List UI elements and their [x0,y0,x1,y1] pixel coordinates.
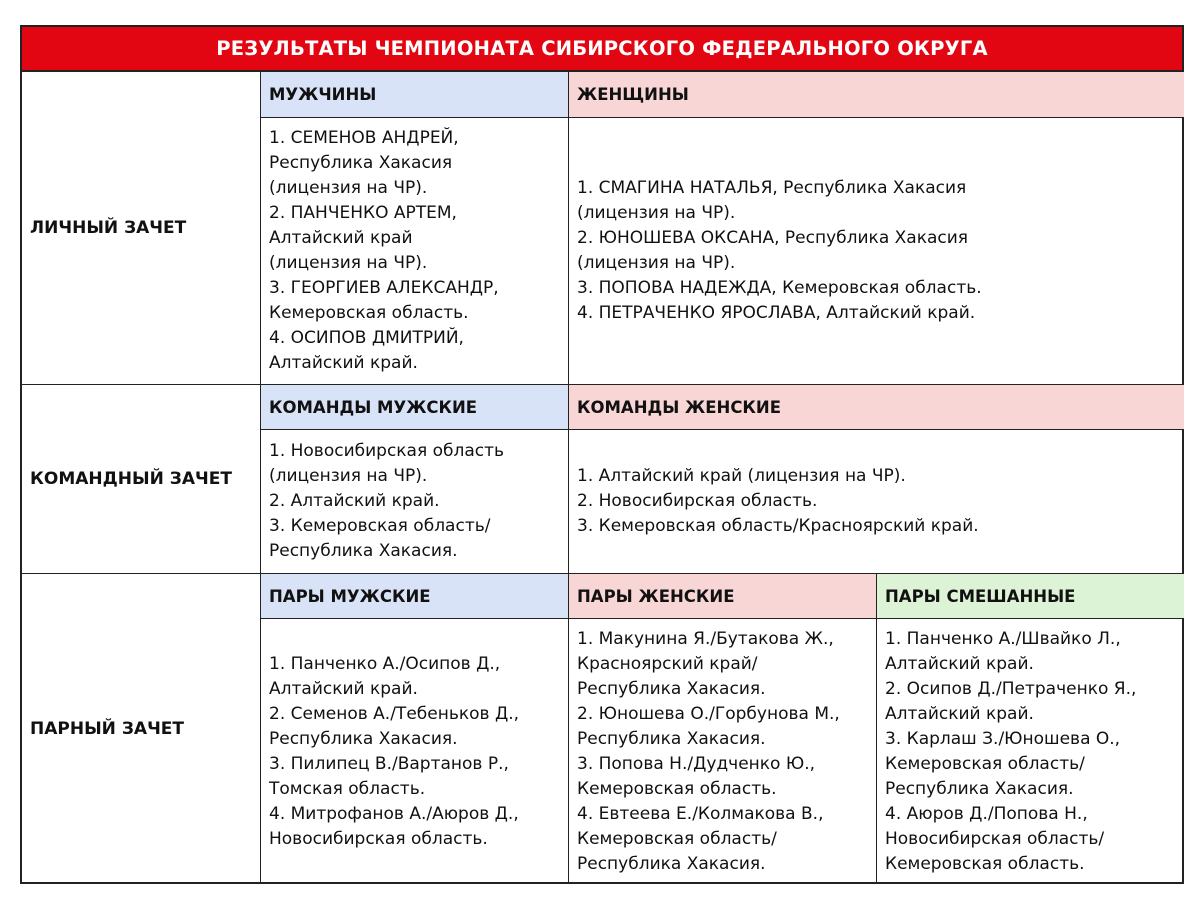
list-item: Кемеровская область/ [885,753,1085,774]
results-table [20,25,1184,884]
header-pairs-women: ПАРЫ ЖЕНСКИЕ [568,573,876,618]
list-item: 1. СМАГИНА НАТАЛЬЯ, Республика Хакасия [577,178,967,198]
list-item: 2. ЮНОШЕВА ОКСАНА, Республика Хакасия [577,228,969,248]
list-item: Новосибирская область/ [885,828,1105,849]
list-item: 2. Семенов А./Тебеньков Д., [269,703,520,724]
row-label-pairs: ПАРНЫЙ ЗАЧЕТ [22,573,260,884]
list-item: 4. Аюров Д./Попова Н., [885,803,1088,824]
list-item: Томская область. [269,778,426,799]
list-item: Алтайский край. [885,653,1034,674]
team-women-list [568,429,1184,573]
header-women: ЖЕНЩИНЫ [568,72,1184,117]
list-item: Красноярский край/ [577,653,758,674]
pairs-men-list [260,618,568,884]
list-item: Республика Хакасия. [269,728,458,749]
list-item: 2. Новосибирская область. [577,491,818,511]
list-item: 3. Карлаш З./Юношева О., [885,728,1121,749]
list-item: 3. ГЕОРГИЕВ АЛЕКСАНДР, [269,278,499,298]
header-pairs-mixed: ПАРЫ СМЕШАННЫЕ [876,573,1184,618]
list-item: (лицензия на ЧР). [577,203,736,223]
list-item: 2. ПАНЧЕНКО АРТЕМ, [269,203,457,223]
table-title: РЕЗУЛЬТАТЫ ЧЕМПИОНАТА СИБИРСКОГО ФЕДЕРАЛЬНОГО ОКРУГА [22,27,1182,72]
list-item: 3. Пилипец В./Вартанов Р., [269,753,509,774]
list-item: 2. Алтайский край. [269,491,440,511]
list-item: 4. ОСИПОВ ДМИТРИЙ, [269,328,464,348]
list-item: Алтайский край. [269,678,418,699]
list-item: 1. Панченко А./Швайко Л., [885,628,1121,649]
pairs-women-list [568,618,876,884]
list-item: Кемеровская область/ [577,828,777,849]
list-item: 3. Кемеровская область/Красноярский край. [577,516,979,536]
list-item: Алтайский край. [269,353,418,373]
list-item: (лицензия на ЧР). [269,253,428,273]
personal-women-list [568,117,1184,384]
pairs-mixed-list [876,618,1184,884]
list-item: 4. Митрофанов А./Аюров Д., [269,803,519,824]
list-item: 2. Юношева О./Горбунова М., [577,703,840,724]
list-item: 1. Алтайский край (лицензия на ЧР). [577,466,906,486]
list-item: (лицензия на ЧР). [577,253,736,273]
list-item: 3. Попова Н./Дудченко Ю., [577,753,816,774]
team-men-list [260,429,568,573]
list-item: Кемеровская область. [269,303,469,323]
list-item: Новосибирская область. [269,828,488,849]
list-item: (лицензия на ЧР). [269,466,428,486]
list-item: (лицензия на ЧР). [269,178,428,198]
list-item: Республика Хакасия. [577,853,766,874]
list-item: 3. Кемеровская область/ [269,516,491,536]
header-team-women: КОМАНДЫ ЖЕНСКИЕ [568,384,1184,429]
list-item: 3. ПОПОВА НАДЕЖДА, Кемеровская область. [577,278,982,298]
list-item: Республика Хакасия. [577,678,766,699]
list-item: Алтайский край [269,228,413,248]
header-men: МУЖЧИНЫ [260,72,568,117]
list-item: 1. СЕМЕНОВ АНДРЕЙ, [269,128,459,148]
list-item: 1. Макунина Я./Бутакова Ж., [577,628,834,649]
header-pairs-men: ПАРЫ МУЖСКИЕ [260,573,568,618]
list-item: Республика Хакасия [269,153,453,173]
list-item: 1. Новосибирская область [269,441,505,461]
list-item: Республика Хакасия. [269,541,458,561]
list-item: Алтайский край. [885,703,1034,724]
list-item: 1. Панченко А./Осипов Д., [269,653,501,674]
list-item: 4. ПЕТРАЧЕНКО ЯРОСЛАВА, Алтайский край. [577,303,976,323]
list-item: Республика Хакасия. [885,778,1074,799]
list-item: Республика Хакасия. [577,728,766,749]
list-item: Кемеровская область. [577,778,777,799]
list-item: 2. Осипов Д./Петраченко Я., [885,678,1137,699]
list-item: 4. Евтеева Е./Колмакова В., [577,803,824,824]
list-item: Кемеровская область. [885,853,1085,874]
header-team-men: КОМАНДЫ МУЖСКИЕ [260,384,568,429]
row-label-team: КОМАНДНЫЙ ЗАЧЕТ [22,384,260,573]
personal-men-list [260,117,568,384]
row-label-personal: ЛИЧНЫЙ ЗАЧЕТ [30,218,187,238]
